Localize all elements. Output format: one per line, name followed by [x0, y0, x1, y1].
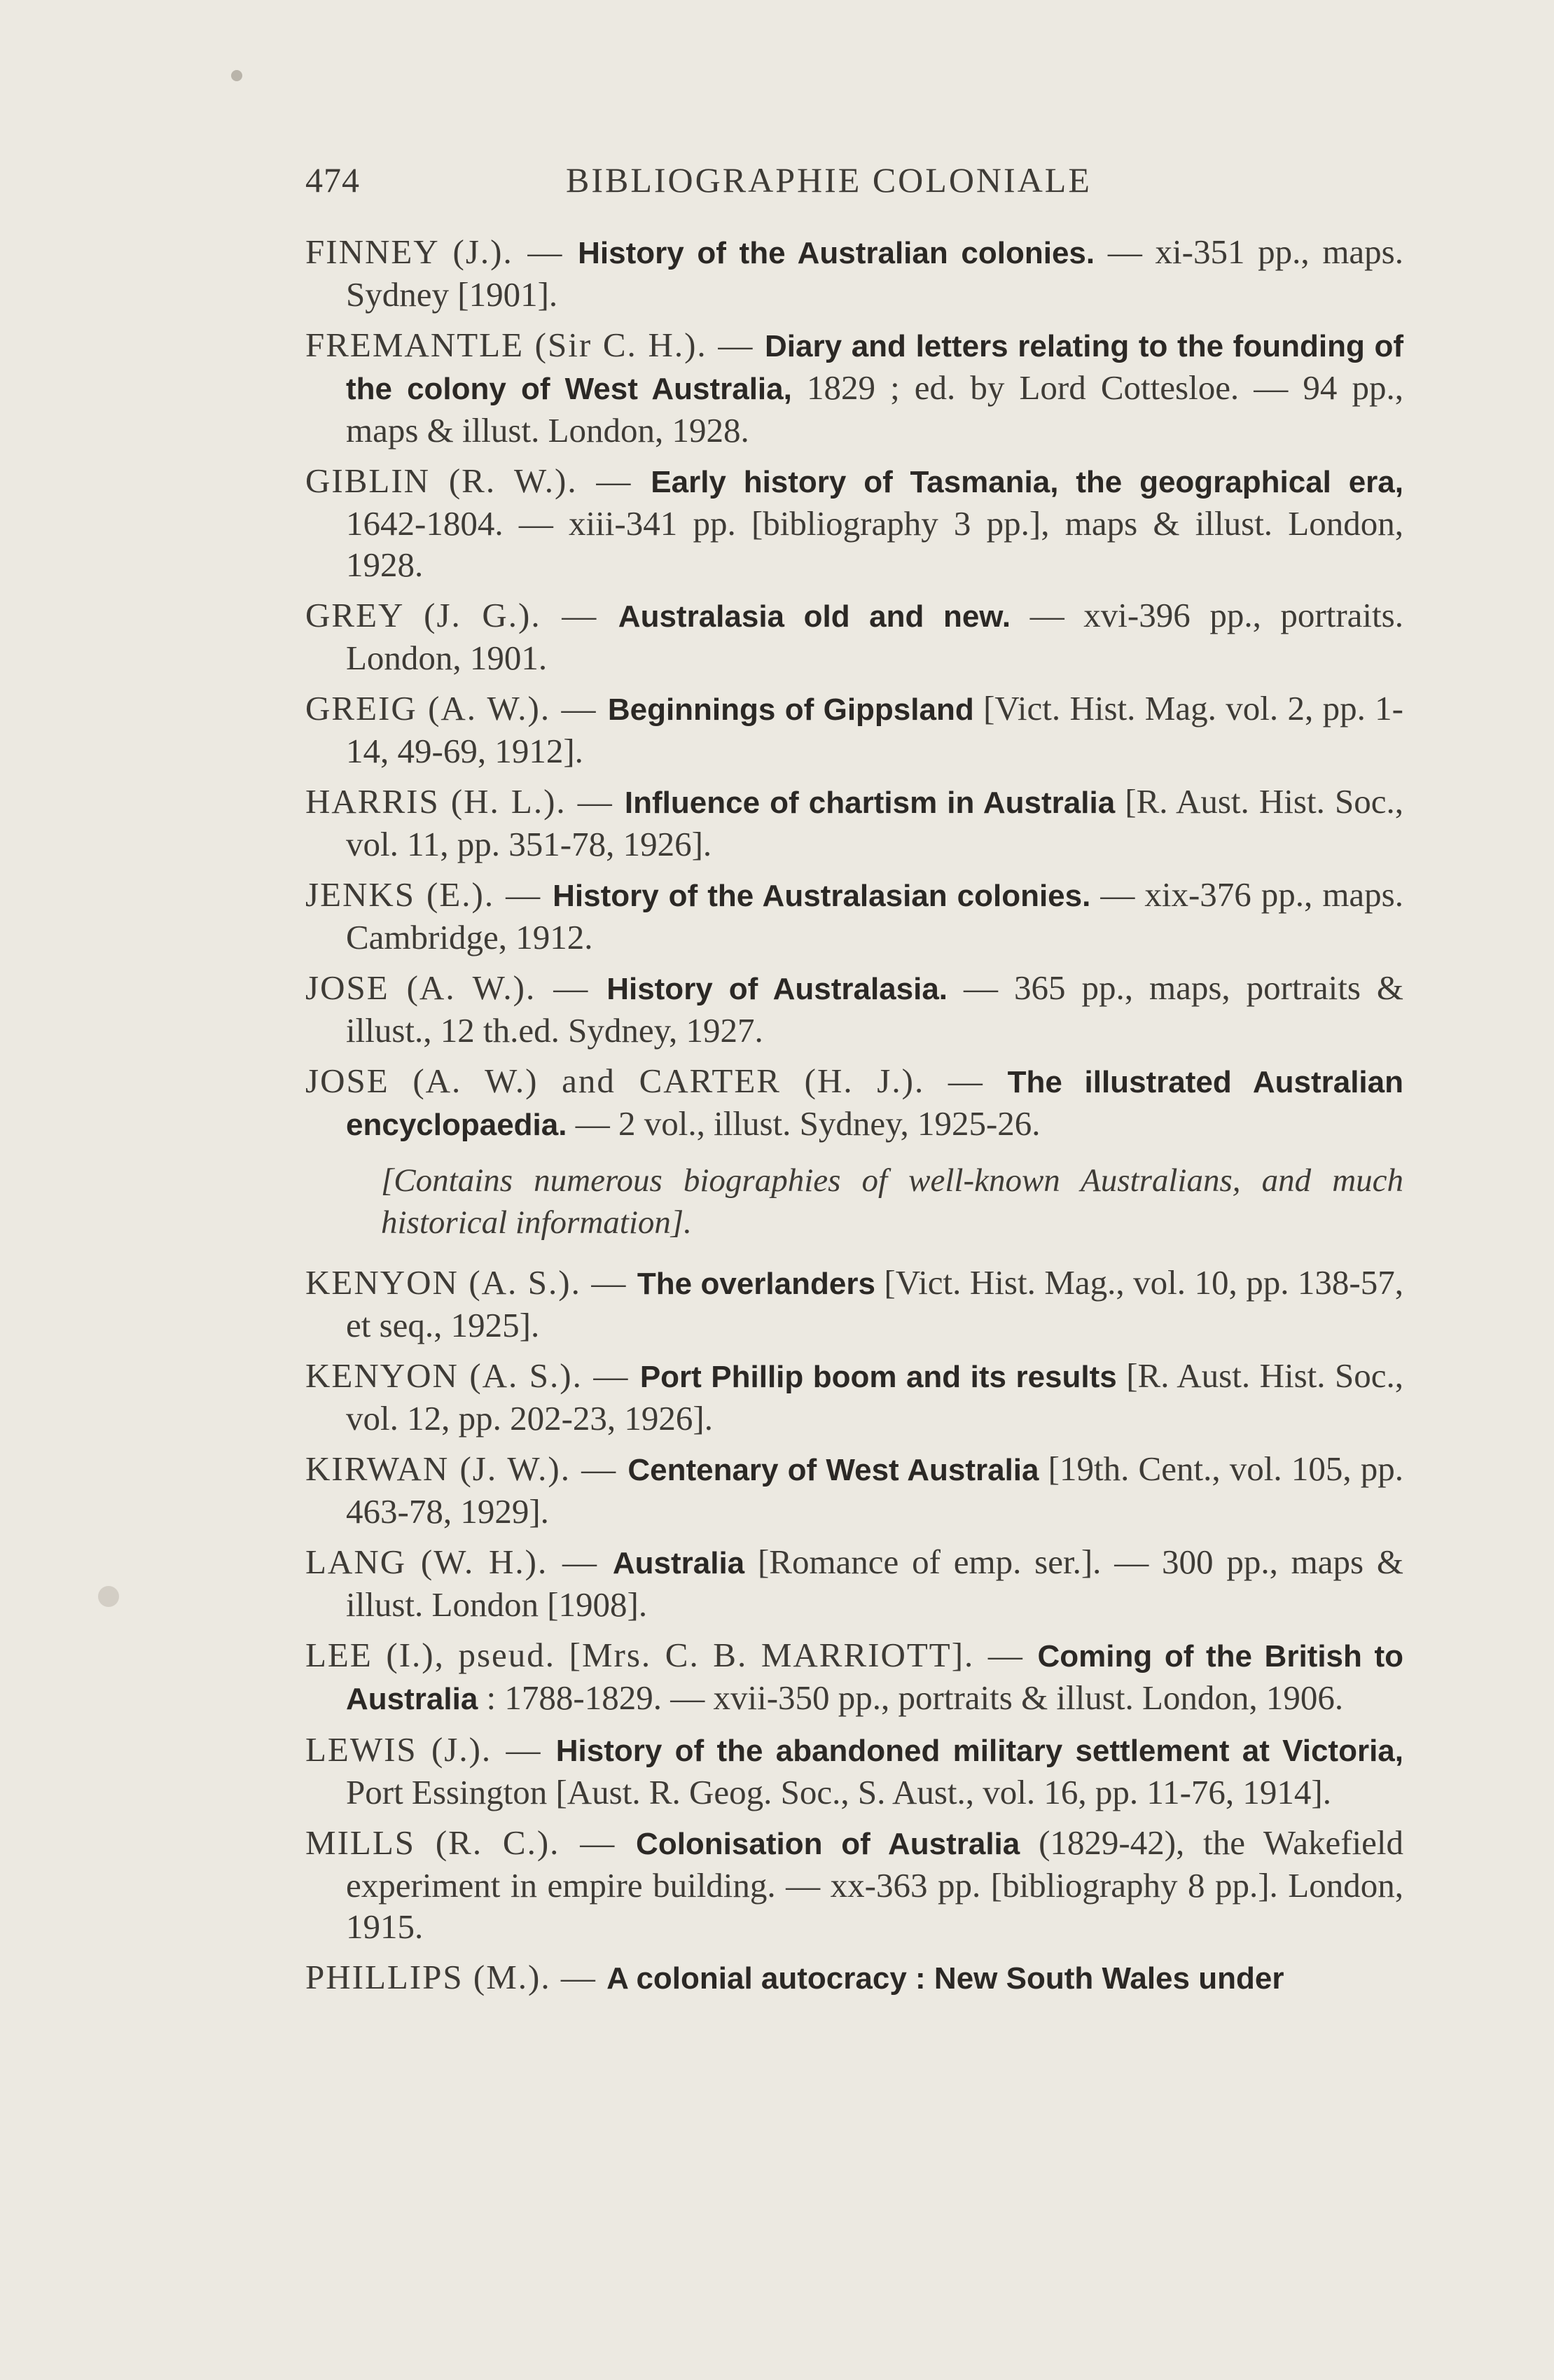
note-text: [Contains numerous biographies of well-known Australians, and much historical information].: [381, 1162, 1403, 1241]
entry-title: History of the Australian colonies.: [578, 236, 1095, 270]
bibliography-entry: [305, 1541, 1403, 1625]
entry-details: — 2 vol., illust. Sydney, 1925-26.: [567, 1104, 1041, 1143]
entry-title: History of the Australasian colonies.: [553, 879, 1091, 913]
entry-details: [Vict. Hist. Mag., vol. 10, pp. 138-57, et seq., 1925].: [346, 1263, 1403, 1344]
entry-title: Centenary of West Australia: [627, 1453, 1039, 1487]
entry-details: 1642-1804. — xiii-341 pp. [bibliography 3 pp.], maps & illust. London, 1928.: [346, 504, 1403, 584]
entry-title: History of the abandoned military settlement at Victoria,: [555, 1734, 1403, 1768]
bibliography-entry: [305, 1729, 1403, 1813]
entry-author: KIRWAN (J. W.). —: [305, 1449, 628, 1488]
scan-speck: [231, 70, 242, 81]
entry-title: The overlanders: [637, 1267, 875, 1301]
bibliography-entry: [305, 1262, 1403, 1346]
entry-details: — 365 pp., maps, portraits & illust., 12 th.ed. Sydney, 1927.: [346, 968, 1403, 1050]
entry-author: LANG (W. H.). —: [305, 1543, 613, 1581]
entry-author: JOSE (A. W.) and CARTER (H. J.). —: [305, 1062, 1008, 1100]
entry-author: LEWIS (J.). —: [305, 1730, 556, 1769]
entry-author: KENYON (A. S.). —: [305, 1356, 640, 1395]
bibliography-list: [305, 231, 1403, 2008]
entry-details: Port Essington [Aust. R. Geog. Soc., S. Aust., vol. 16, pp. 11-76, 1914].: [346, 1773, 1331, 1811]
entry-details: 1829 ; ed. by Lord Cottesloe. — 94 pp., maps & illust. London, 1928.: [346, 368, 1404, 450]
entry-author: MILLS (R. C.). —: [305, 1823, 637, 1862]
bibliography-entry: [305, 1822, 1403, 1947]
bibliography-entry: [305, 1060, 1403, 1146]
entry-author: FINNEY (J.). —: [305, 232, 578, 271]
entry-title: Colonisation of Australia: [636, 1827, 1020, 1861]
scan-speck: [98, 1586, 119, 1607]
entry-details: [Vict. Hist. Mag. vol. 2, pp. 1-14, 49-69, 1912].: [346, 689, 1404, 770]
entry-title: History of Australasia.: [606, 972, 948, 1006]
entry-title: Port Phillip boom and its results: [639, 1360, 1117, 1394]
entry-author: PHILLIPS (M.). —: [305, 1958, 607, 1996]
entry-author: GREIG (A. W.). —: [305, 689, 608, 728]
entry-details: [19th. Cent., vol. 105, pp. 463-78, 1929].: [346, 1449, 1404, 1531]
entry-title: Diary and letters relating to the founding of the colony of West Australia,: [346, 329, 1403, 406]
page-header: [305, 160, 1139, 209]
bibliography-entry: [305, 594, 1403, 678]
entry-details: (1829-42), the Wakefield experiment in empire building. — xx-363 pp. [bibliography 8 pp.]. London, 1915.: [346, 1823, 1404, 1946]
bibliography-entry: [305, 1956, 1403, 1999]
bibliography-entry: [305, 1448, 1403, 1532]
running-title: BIBLIOGRAPHIE COLONIALE: [566, 160, 1092, 200]
page-number: 474: [305, 160, 360, 200]
entry-title: Influence of chartism in Australia: [624, 786, 1116, 820]
entry-details: — xix-376 pp., maps. Cambridge, 1912.: [346, 875, 1403, 956]
entry-details: [R. Aust. Hist. Soc., vol. 11, pp. 351-78, 1926].: [346, 782, 1403, 863]
bibliography-entry: [305, 967, 1403, 1051]
entry-details: : 1788-1829. — xvii-350 pp., portraits & illust. London, 1906.: [478, 1678, 1344, 1717]
entry-title: Coming of the British to Australia: [346, 1639, 1404, 1716]
bibliography-entry: [305, 688, 1403, 772]
bibliography-entry: [305, 324, 1403, 451]
bibliography-entry: [305, 231, 1403, 315]
entry-author: GREY (J. G.). —: [305, 596, 618, 634]
entry-author: LEE (I.), pseud. [Mrs. C. B. MARRIOTT]. —: [305, 1636, 1038, 1674]
entry-author: JOSE (A. W.). —: [305, 968, 607, 1007]
bibliography-entry: [305, 1634, 1403, 1720]
entry-details: — xvi-396 pp., portraits. London, 1901.: [346, 596, 1403, 677]
entry-details: — xi-351 pp., maps. Sydney [1901].: [346, 232, 1403, 314]
entry-title: Australia: [612, 1546, 745, 1580]
entry-title: A colonial autocracy : New South Wales under: [606, 1961, 1284, 1996]
entry-details: [Romance of emp. ser.]. — 300 pp., maps & illust. London [1908].: [346, 1543, 1403, 1624]
bibliography-entry: [305, 460, 1403, 585]
entry-title: Australasia old and new.: [618, 599, 1011, 634]
entry-title: The illustrated Australian encyclopaedia.: [346, 1065, 1403, 1142]
entry-author: FREMANTLE (Sir C. H.). —: [305, 326, 765, 364]
bibliography-entry: [305, 781, 1403, 865]
entry-title: Beginnings of Gippsland: [607, 693, 974, 727]
bibliography-entry: [305, 874, 1403, 958]
entry-note: [305, 1160, 1403, 1244]
entry-author: JENKS (E.). —: [305, 875, 553, 914]
bibliography-entry: [305, 1355, 1403, 1439]
entry-author: GIBLIN (R. W.). —: [305, 461, 651, 500]
entry-details: [R. Aust. Hist. Soc., vol. 12, pp. 202-23, 1926].: [346, 1356, 1403, 1438]
entry-title: Early history of Tasmania, the geographical era,: [651, 465, 1403, 499]
entry-author: HARRIS (H. L.). —: [305, 782, 625, 821]
entry-author: KENYON (A. S.). —: [305, 1263, 637, 1302]
